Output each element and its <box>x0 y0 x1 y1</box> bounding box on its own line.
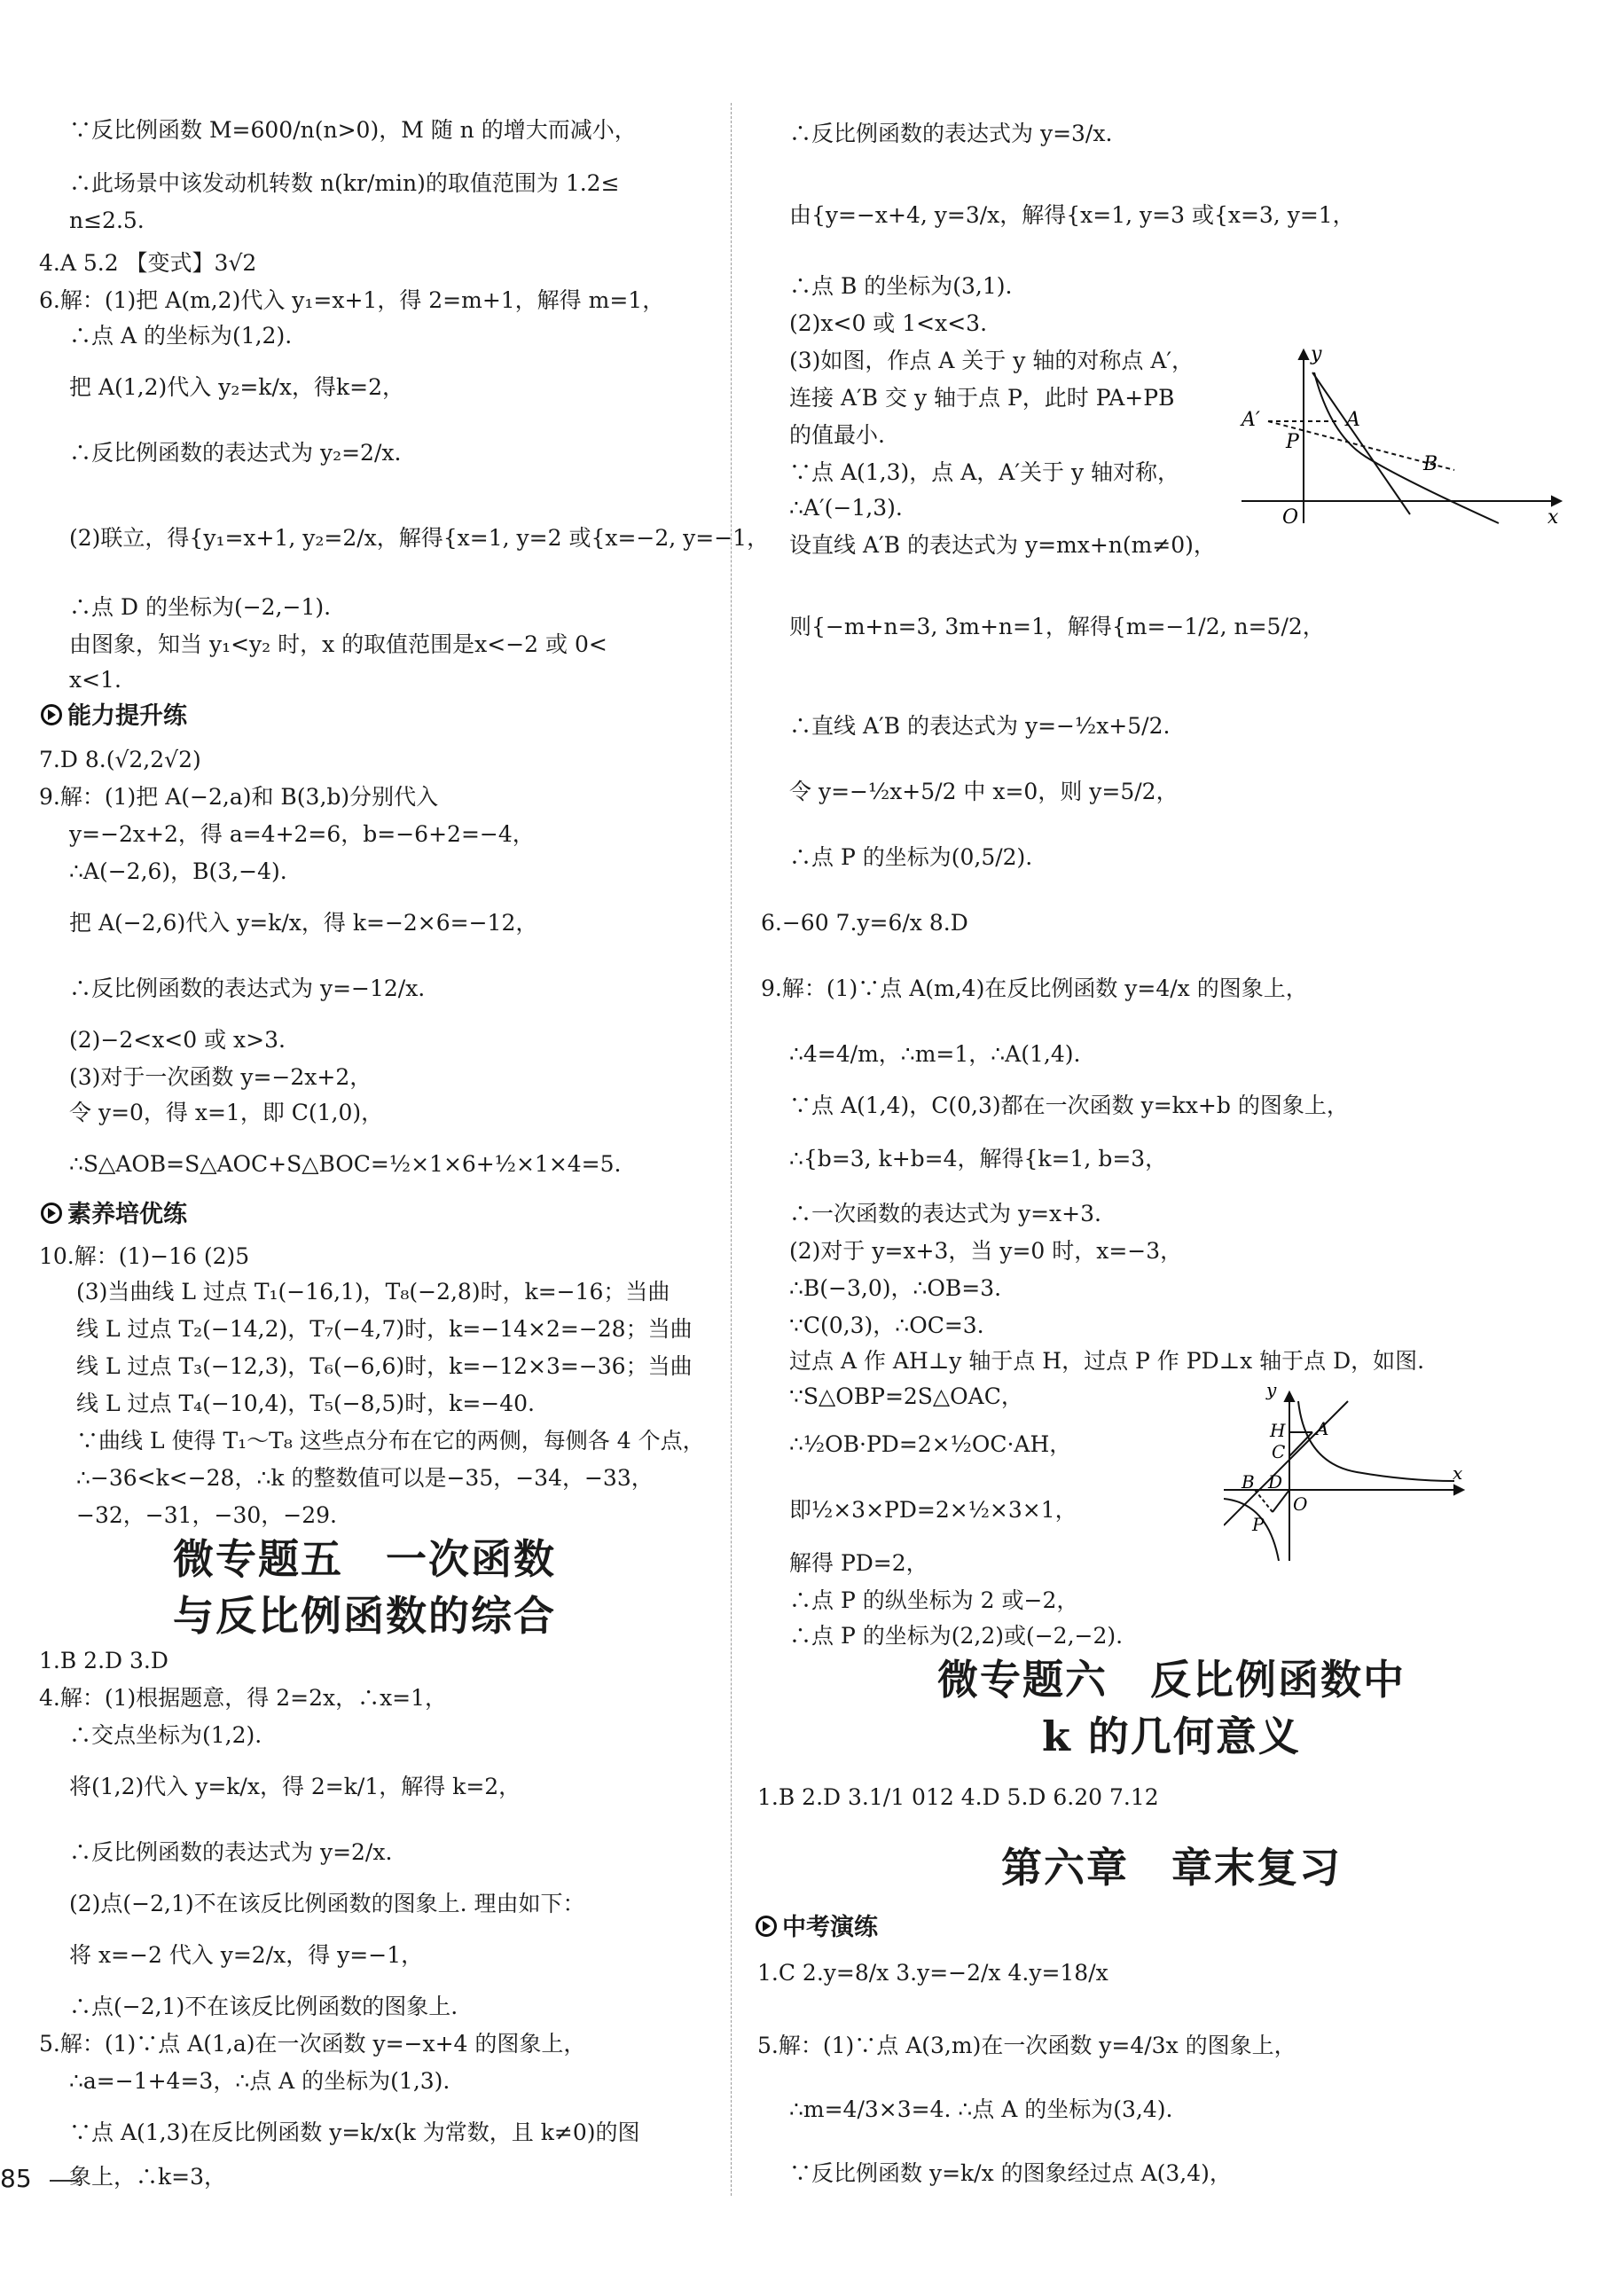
text-line: ∴B(−3,0)，∴OB=3. <box>789 1275 1002 1301</box>
play-circle-icon <box>41 704 62 725</box>
line-pd <box>1255 1490 1273 1512</box>
line-op <box>1273 1490 1289 1512</box>
text-line: ∴反比例函数的表达式为 y=2/x. <box>69 1839 393 1865</box>
text-line: ∴此场景中该发动机转数 n(kr/min)的取值范围为 1.2≤ <box>69 170 620 196</box>
label-y: y <box>1311 343 1322 365</box>
text-line: ∴点 A 的坐标为(1,2). <box>69 323 293 349</box>
label-h: H <box>1270 1420 1286 1441</box>
text-line: 把 A(1,2)代入 y₂=k/x，得k=2， <box>69 374 404 400</box>
text-line: 由{y=−x+4, y=3/x，解得{x=1, y=3 或{x=3, y=1， <box>789 202 1355 228</box>
text-line: ∴A(−2,6)，B(3,−4). <box>69 858 287 884</box>
section-title: 微专题五 一次函数 <box>173 1535 556 1583</box>
label-a: A <box>1316 1418 1329 1439</box>
text-line: (3)当曲线 L 过点 T₁(−16,1)，T₈(−2,8)时，k=−16；当曲 <box>76 1279 670 1305</box>
line-ab <box>1312 372 1410 514</box>
text-line: ∴½OB·PD=2×½OC·AH， <box>789 1431 1072 1457</box>
label-a: A <box>1346 409 1360 431</box>
text-line: ∵反比例函数 y=k/x 的图象经过点 A(3,4)， <box>789 2160 1232 2186</box>
label-x: x <box>1453 1462 1463 1484</box>
text-line: ∴反比例函数的表达式为 y=−12/x. <box>69 976 426 1001</box>
chapter-title: 第六章 章末复习 <box>1001 1844 1342 1892</box>
text-line: 9.解：(1)把 A(−2,a)和 B(3,b)分别代入 <box>39 784 439 810</box>
label-o: O <box>1282 506 1299 529</box>
label-p: P <box>1252 1514 1265 1535</box>
hyperbola-branch-1 <box>1298 1401 1454 1481</box>
text-line: ∴点 D 的坐标为(−2,−1). <box>69 594 332 620</box>
text-line: 即½×3×PD=2×½×3×1， <box>789 1497 1077 1523</box>
text-line: ∴反比例函数的表达式为 y=3/x. <box>789 121 1113 146</box>
text-line: 过点 A 作 AH⊥y 轴于点 H，过点 P 作 PD⊥x 轴于点 D，如图. <box>789 1348 1425 1374</box>
label-b: B <box>1242 1471 1255 1493</box>
text-line: ∴a=−1+4=3，∴点 A 的坐标为(1,3). <box>69 2068 450 2094</box>
text-line: 则{−m+n=3, 3m+n=1，解得{m=−1/2, n=5/2， <box>789 614 1325 639</box>
text-line: ∵点 A(1,4)，C(0,3)都在一次函数 y=kx+b 的图象上， <box>789 1093 1349 1118</box>
text-line: ∴点 B 的坐标为(3,1). <box>789 273 1013 299</box>
section-title: 微专题六 反比例函数中 <box>937 1656 1406 1704</box>
text-line: ∴反比例函数的表达式为 y₂=2/x. <box>69 440 402 466</box>
y-axis-arrow <box>1285 1392 1294 1401</box>
text-line: 的值最小. <box>789 422 885 448</box>
page-number: 85 <box>0 2164 32 2193</box>
section-title: k 的几何意义 <box>1042 1712 1301 1760</box>
text-line: (2)点(−2,1)不在该反比例函数的图象上. 理由如下： <box>69 1891 585 1916</box>
text-line: −32，−31，−30，−29. <box>76 1502 337 1528</box>
section-heading: 能力提升练 <box>41 701 187 733</box>
label-d: D <box>1268 1471 1283 1493</box>
label-x: x <box>1547 506 1559 529</box>
section-heading: 中考演练 <box>756 1912 878 1944</box>
text-line: ∵反比例函数 M=600/n(n>0)，M 随 n 的增大而减小， <box>69 117 637 143</box>
section-heading: 素养培优练 <box>41 1199 187 1231</box>
text-line: 设直线 A′B 的表达式为 y=mx+n(m≠0)， <box>789 532 1216 558</box>
text-line: ∵C(0,3)，∴OC=3. <box>789 1313 984 1338</box>
text-line: (2)对于 y=x+3，当 y=0 时，x=−3， <box>789 1238 1183 1264</box>
text-line: 解得 PD=2， <box>789 1550 928 1576</box>
text-line: 9.解：(1)∵点 A(m,4)在反比例函数 y=4/x 的图象上， <box>761 976 1308 1001</box>
text-line: 将(1,2)代入 y=k/x，得 2=k/1，解得 k=2， <box>69 1774 521 1799</box>
label-c: C <box>1272 1441 1286 1462</box>
text-line: 由图象，知当 y₁<y₂ 时，x 的取值范围是x<−2 或 0< <box>69 631 607 657</box>
text-line: ∵S△OBP=2S△OAC， <box>789 1383 1023 1409</box>
text-line: ∴点 P 的坐标为(0,5/2). <box>789 844 1033 870</box>
text-line: ∴交点坐标为(1,2). <box>69 1722 262 1748</box>
text-line: n≤2.5. <box>69 208 145 233</box>
text-line: 连接 A′B 交 y 轴于点 P，此时 PA+PB <box>789 385 1175 411</box>
text-line: ∴{b=3, k+b=4，解得{k=1, b=3， <box>789 1146 1168 1172</box>
text-line: ∴点 P 的坐标为(2,2)或(−2,−2). <box>789 1623 1124 1649</box>
text-line: ∴A′(−1,3). <box>789 495 903 521</box>
text-line: (2)x<0 或 1<x<3. <box>789 310 988 336</box>
text-line: ∴−36<k<−28，∴k 的整数值可以是−35，−34，−33， <box>76 1465 654 1491</box>
text-line: ∴直线 A′B 的表达式为 y=−½x+5/2. <box>789 713 1171 739</box>
text-line: ∵曲线 L 使得 T₁～T₈ 这些点分布在它的两侧，每侧各 4 个点， <box>76 1428 705 1454</box>
text-line: 4.A 5.2 【变式】3√2 <box>39 250 257 276</box>
y-axis-arrow <box>1299 350 1308 359</box>
text-line: ∴m=4/3×3=4. ∴点 A 的坐标为(3,4). <box>789 2096 1173 2122</box>
play-circle-icon <box>41 1203 62 1224</box>
label-a-prime: A′ <box>1242 409 1260 431</box>
text-line: 1.B 2.D 3.D <box>39 1648 168 1673</box>
text-line: ∴点 P 的纵坐标为 2 或−2， <box>789 1587 1079 1613</box>
text-line: (3)对于一次函数 y=−2x+2， <box>69 1064 372 1090</box>
text-line: 4.解：(1)根据题意，得 2=2x，∴x=1， <box>39 1685 448 1711</box>
text-line: 线 L 过点 T₃(−12,3)，T₆(−6,6)时，k=−12×3=−36；当曲 <box>76 1353 693 1379</box>
page-number-dash <box>50 2180 78 2182</box>
text-line: 10.解：(1)−16 (2)5 <box>39 1243 250 1269</box>
line-y-eq-x-plus-3 <box>1224 1401 1348 1525</box>
label-b: B <box>1423 453 1438 475</box>
text-line: 令 y=0，得 x=1，即 C(1,0)， <box>69 1100 384 1125</box>
text-line: 5.解：(1)∵点 A(1,a)在一次函数 y=−x+4 的图象上， <box>39 2031 586 2057</box>
hyperbola-branch-2 <box>1224 1499 1279 1561</box>
x-axis-arrow <box>1454 1485 1463 1494</box>
text-line: 6.−60 7.y=6/x 8.D <box>761 910 968 936</box>
label-y: y <box>1266 1383 1277 1400</box>
text-line: ∵点 A(1,3)，点 A，A′关于 y 轴对称， <box>789 459 1180 485</box>
text-line: 6.解：(1)把 A(m,2)代入 y₁=x+1，得 2=m+1，解得 m=1， <box>39 287 665 313</box>
text-line: 线 L 过点 T₄(−10,4)，T₅(−8,5)时，k=−40. <box>76 1391 535 1416</box>
figure-2 <box>1224 1383 1472 1570</box>
text-line: (3)如图，作点 A 关于 y 轴的对称点 A′， <box>789 348 1195 373</box>
section-title: 与反比例函数的综合 <box>173 1592 556 1640</box>
text-line: ∴点(−2,1)不在该反比例函数的图象上. <box>69 1994 458 2019</box>
text-line: 象上，∴k=3， <box>69 2164 227 2190</box>
text-line: 线 L 过点 T₂(−14,2)，T₇(−4,7)时，k=−14×2=−28；当曲 <box>76 1316 693 1342</box>
x-axis-arrow <box>1552 497 1561 505</box>
column-divider <box>731 103 732 2196</box>
label-o: O <box>1293 1493 1308 1515</box>
text-line: 7.D 8.(√2,2√2) <box>39 747 201 772</box>
text-line: 1.C 2.y=8/x 3.y=−2/x 4.y=18/x <box>757 1960 1108 1986</box>
figure-1 <box>1233 337 1570 532</box>
text-line: ∴S△AOB=S△AOC+S△BOC=½×1×6+½×1×4=5. <box>69 1151 622 1177</box>
text-line: (2)−2<x<0 或 x>3. <box>69 1027 286 1053</box>
play-circle-icon <box>756 1916 777 1937</box>
text-line: ∴4=4/m，∴m=1，∴A(1,4). <box>789 1041 1081 1067</box>
label-p: P <box>1286 431 1299 453</box>
text-line: x<1. <box>69 667 121 693</box>
text-line: 5.解：(1)∵点 A(3,m)在一次函数 y=4/3x 的图象上， <box>757 2033 1296 2058</box>
text-line: ∴一次函数的表达式为 y=x+3. <box>789 1201 1101 1226</box>
text-line: 1.B 2.D 3.1/1 012 4.D 5.D 6.20 7.12 <box>757 1784 1159 1810</box>
text-line: y=−2x+2，得 a=4+2=6，b=−6+2=−4， <box>69 821 535 847</box>
text-line: 把 A(−2,6)代入 y=k/x，得 k=−2×6=−12， <box>69 910 538 936</box>
line-ca <box>1289 1432 1312 1456</box>
text-line: (2)联立，得{y₁=x+1, y₂=2/x，解得{x=1, y=2 或{x=−2, y=−1， <box>69 525 770 551</box>
text-line: ∵点 A(1,3)在反比例函数 y=k/x(k 为常数，且 k≠0)的图 <box>69 2120 640 2145</box>
text-line: 将 x=−2 代入 y=2/x，得 y=−1， <box>69 1942 424 1968</box>
text-line: 令 y=−½x+5/2 中 x=0，则 y=5/2， <box>789 779 1179 804</box>
